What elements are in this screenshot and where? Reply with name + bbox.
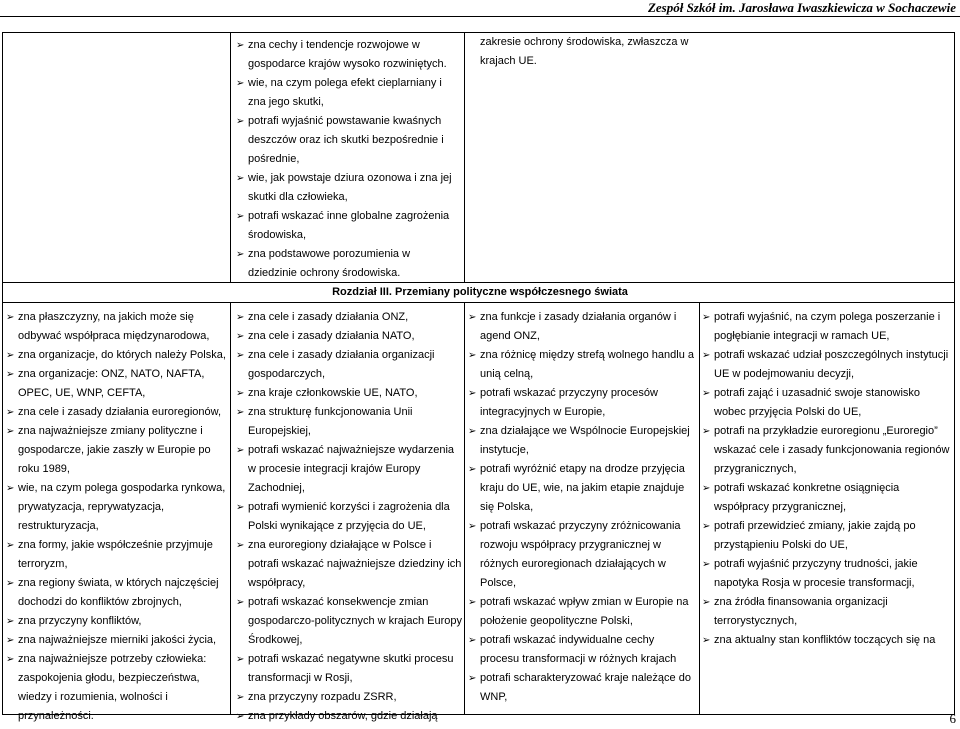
school-header: Zespół Szkół im. Jarosława Iwaszkiewicza w Sochaczewie (647, 0, 956, 15)
table-border-left (2, 32, 3, 714)
list-item: ➢ zna podstawowe porozumienia w dziedzinie ochrony środowiska. (236, 245, 460, 283)
list-item: ➢ potrafi wskazać przyczyny zróżnicowania rozwoju współpracy przygranicznej w różnych euroregionach działających w Polsce, (468, 517, 696, 593)
list-item: ➢ zna przyczyny rozpadu ZSRR, (236, 688, 462, 707)
list-item: ➢ potrafi przewidzieć zmiany, jakie zajdą po przystąpieniu Polski do UE, (702, 517, 952, 555)
list-item: ➢ potrafi wyjaśnić przyczyny trudności, jakie napotyka Rosja w procesie transformacji, (702, 555, 952, 593)
list-item: ➢ zna strukturę funkcjonowania Unii Europejskiej, (236, 403, 462, 441)
list-item: ➢ zna źródła finansowania organizacji terrorystycznych, (702, 593, 952, 631)
list-item: ➢ wie, na czym polega gospodarka rynkowa, prywatyzacja, reprywatyzacja, restrukturyzacja, (6, 479, 226, 536)
table-divider-b2 (464, 302, 465, 714)
list-item: ➢ potrafi wskazać konkretne osiągnięcia współpracy przygranicznej, (702, 479, 952, 517)
page-number: 6 (949, 711, 956, 726)
list-item: ➢ potrafi wskazać negatywne skutki procesu transformacji w Rosji, (236, 650, 462, 688)
top-col2 (236, 36, 460, 283)
list-item: ➢ zna cele i zasady działania euroregionów, (6, 403, 226, 422)
list-item: ➢ zna najważniejsze zmiany polityczne i gospodarcze, jakie zaszły w Europie po roku 1989, (6, 422, 226, 479)
bottom-col2 (236, 308, 462, 726)
table-divider-b3 (699, 302, 700, 714)
list-item: ➢ zna przykłady obszarów, gdzie działają (236, 707, 462, 726)
list-item: ➢ potrafi zająć i uzasadnić swoje stanowisko wobec przyjęcia Polski do UE, (702, 384, 952, 422)
list-item: ➢ wie, na czym polega efekt cieplarniany i zna jego skutki, (236, 74, 460, 112)
table-divider-b1 (230, 302, 231, 714)
list-item: ➢ potrafi scharakteryzować kraje należące do WNP, (468, 669, 696, 707)
list-item: ➢ zna najważniejsze potrzeby człowieka: zaspokojenia głodu, bezpieczeństwa, wiedzy i rozumienia, wolności i przynależności. (6, 650, 226, 726)
table-divider-2 (464, 32, 465, 282)
table-divider-1 (230, 32, 231, 282)
list-item: ➢ zna kraje członkowskie UE, NATO, (236, 384, 462, 403)
list-item: ➢ potrafi wskazać inne globalne zagrożenia środowiska, (236, 207, 460, 245)
list-item: ➢ zna regiony świata, w których najczęściej dochodzi do konfliktów zbrojnych, (6, 574, 226, 612)
bottom-col4 (702, 308, 952, 650)
section-row-bottom (2, 302, 955, 303)
header-rule (0, 16, 960, 17)
list-item: ➢ zna euroregiony działające w Polsce i potrafi wskazać najważniejsze dziedziny ich współpracy, (236, 536, 462, 593)
bottom-col3 (468, 308, 696, 707)
list-item: ➢ zna funkcje i zasady działania organów i agend ONZ, (468, 308, 696, 346)
list-item: ➢ potrafi wymienić korzyści i zagrożenia dla Polski wynikające z przyjęcia do UE, (236, 498, 462, 536)
list-item: ➢ potrafi wyjaśnić powstawanie kwaśnych deszczów oraz ich skutki bezpośrednie i pośrednie, (236, 112, 460, 169)
list-item: ➢ potrafi wskazać najważniejsze wydarzenia w procesie integracji krajów Europy Zachodniej, (236, 441, 462, 498)
table-border-right (954, 32, 955, 714)
list-item: ➢ potrafi wskazać indywidualne cechy procesu transformacji w różnych krajach (468, 631, 696, 669)
top-col3 (480, 33, 690, 71)
list-item: ➢ potrafi wskazać udział poszczególnych instytucji UE w podejmowaniu decyzji, (702, 346, 952, 384)
list-item: ➢ zna działające we Wspólnocie Europejskiej instytucje, (468, 422, 696, 460)
list-item: ➢ potrafi wyróżnić etapy na drodze przyjęcia kraju do UE, wie, na jakim etapie znajduje się Polska, (468, 460, 696, 517)
list-item: ➢ zna płaszczyzny, na jakich może się odbywać współpraca międzynarodowa, (6, 308, 226, 346)
list-item: ➢ zna formy, jakie współcześnie przyjmuje terroryzm, (6, 536, 226, 574)
list-item: ➢ zna cele i zasady działania ONZ, (236, 308, 462, 327)
list-item: ➢ zna cele i zasady działania organizacji gospodarczych, (236, 346, 462, 384)
list-item: ➢ zna cele i zasady działania NATO, (236, 327, 462, 346)
list-item: ➢ potrafi wskazać konsekwencje zmian gospodarczo-politycznych w krajach Europy Środkowej, (236, 593, 462, 650)
list-item: ➢ zna różnicę między strefą wolnego handlu a unią celną, (468, 346, 696, 384)
list-item: ➢ potrafi na przykładzie euroregionu „Euroregio” wskazać cele i zasady funkcjonowania regionów przygranicznych, (702, 422, 952, 479)
list-item: ➢ zna aktualny stan konfliktów toczących się na (702, 631, 952, 650)
list-item: ➢ zna cechy i tendencje rozwojowe w gospodarce krajów wysoko rozwiniętych. (236, 36, 460, 74)
list-item: ➢ potrafi wskazać wpływ zmian w Europie na położenie geopolityczne Polski, (468, 593, 696, 631)
list-item: ➢ zna organizacje, do których należy Polska, (6, 346, 226, 365)
section-title: Rozdział III. Przemiany polityczne współczesnego świata (332, 286, 628, 298)
list-item: ➢ zna przyczyny konfliktów, (6, 612, 226, 631)
list-item: ➢ potrafi wyjaśnić, na czym polega poszerzanie i pogłębianie integracji w ramach UE, (702, 308, 952, 346)
list-item: zakresie ochrony środowiska, zwłaszcza w krajach UE. (480, 36, 689, 67)
list-item: ➢ wie, jak powstaje dziura ozonowa i zna jej skutki dla człowieka, (236, 169, 460, 207)
list-item: ➢ zna organizacje: ONZ, NATO, NAFTA, OPEC, UE, WNP, CEFTA, (6, 365, 226, 403)
list-item: ➢ zna najważniejsze mierniki jakości życia, (6, 631, 226, 650)
table-border-top (2, 32, 955, 33)
bottom-col1 (6, 308, 226, 726)
list-item: ➢ potrafi wskazać przyczyny procesów integracyjnych w Europie, (468, 384, 696, 422)
